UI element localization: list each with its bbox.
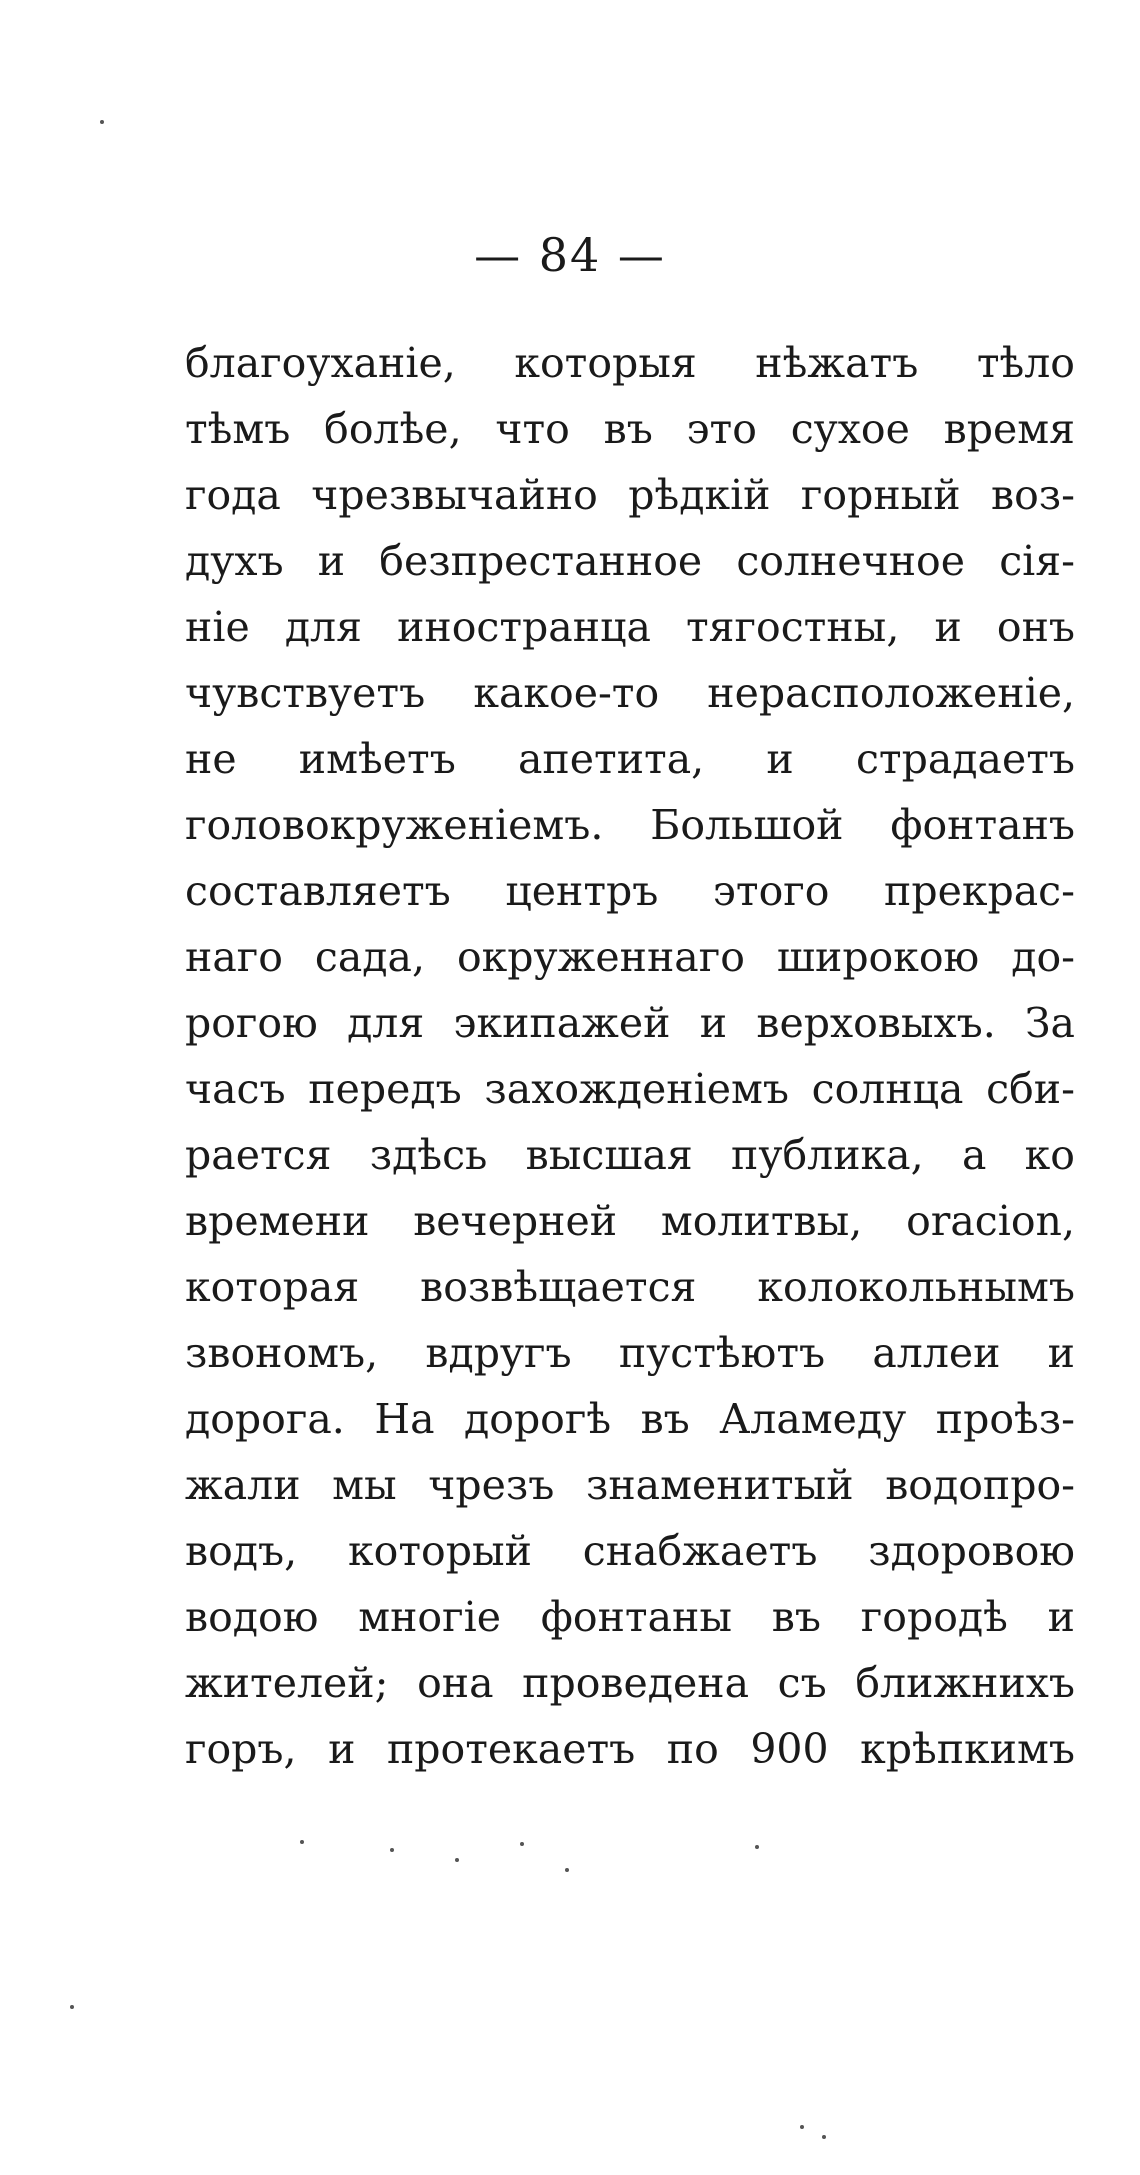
- scan-speck: [565, 1868, 569, 1872]
- scan-speck: [755, 1845, 759, 1849]
- scan-speck: [455, 1858, 459, 1862]
- page-number: — 84 —: [474, 228, 666, 282]
- text-line: не имѣетъ апетита, и страдаетъ: [185, 735, 1075, 783]
- text-line: горъ, и протекаетъ по 900 крѣпкимъ: [185, 1725, 1075, 1773]
- text-line: рается здѣсь высшая публика, а ко: [185, 1131, 1075, 1179]
- text-line: звономъ, вдругъ пустѣютъ аллеи и: [185, 1329, 1075, 1377]
- text-line: часъ передъ захожденіемъ солнца сби-: [185, 1065, 1075, 1113]
- text-line: водъ, который снабжаетъ здоровою: [185, 1527, 1075, 1575]
- text-line: жителей; она проведена съ ближнихъ: [185, 1659, 1075, 1707]
- text-line: рогою для экипажей и верховыхъ. За: [185, 999, 1075, 1047]
- text-line: года чрезвычайно рѣдкій горный воз-: [185, 471, 1075, 519]
- text-line: благоуханіе, которыя нѣжатъ тѣло: [185, 339, 1075, 387]
- scan-speck: [300, 1840, 304, 1844]
- scan-speck: [822, 2135, 826, 2139]
- text-line: составляетъ центръ этого прекрас-: [185, 867, 1075, 915]
- scan-speck: [390, 1848, 394, 1852]
- text-line: жали мы чрезъ знаменитый водопро-: [185, 1461, 1075, 1509]
- text-line: дорога. На дорогѣ въ Аламеду проѣз-: [185, 1395, 1075, 1443]
- text-line: ніе для иностранца тягостны, и онъ: [185, 603, 1075, 651]
- text-line: наго сада, окруженнаго широкою до-: [185, 933, 1075, 981]
- scan-speck: [520, 1842, 524, 1846]
- scan-speck: [70, 2005, 74, 2009]
- scan-speck: [100, 120, 104, 124]
- text-line: водою многіе фонтаны въ городѣ и: [185, 1593, 1075, 1641]
- text-line: головокруженіемъ. Большой фонтанъ: [185, 801, 1075, 849]
- body-text: [185, 330, 1075, 1782]
- text-line: чувствуетъ какое-то нерасположеніе,: [185, 669, 1075, 717]
- text-line: времени вечерней молитвы, oracion,: [185, 1197, 1075, 1245]
- text-line: которая возвѣщается колокольнымъ: [185, 1263, 1075, 1311]
- text-line: тѣмъ болѣе, что въ это сухое время: [185, 405, 1075, 453]
- scan-speck: [800, 2125, 804, 2129]
- text-line: духъ и безпрестанное солнечное сія-: [185, 537, 1075, 585]
